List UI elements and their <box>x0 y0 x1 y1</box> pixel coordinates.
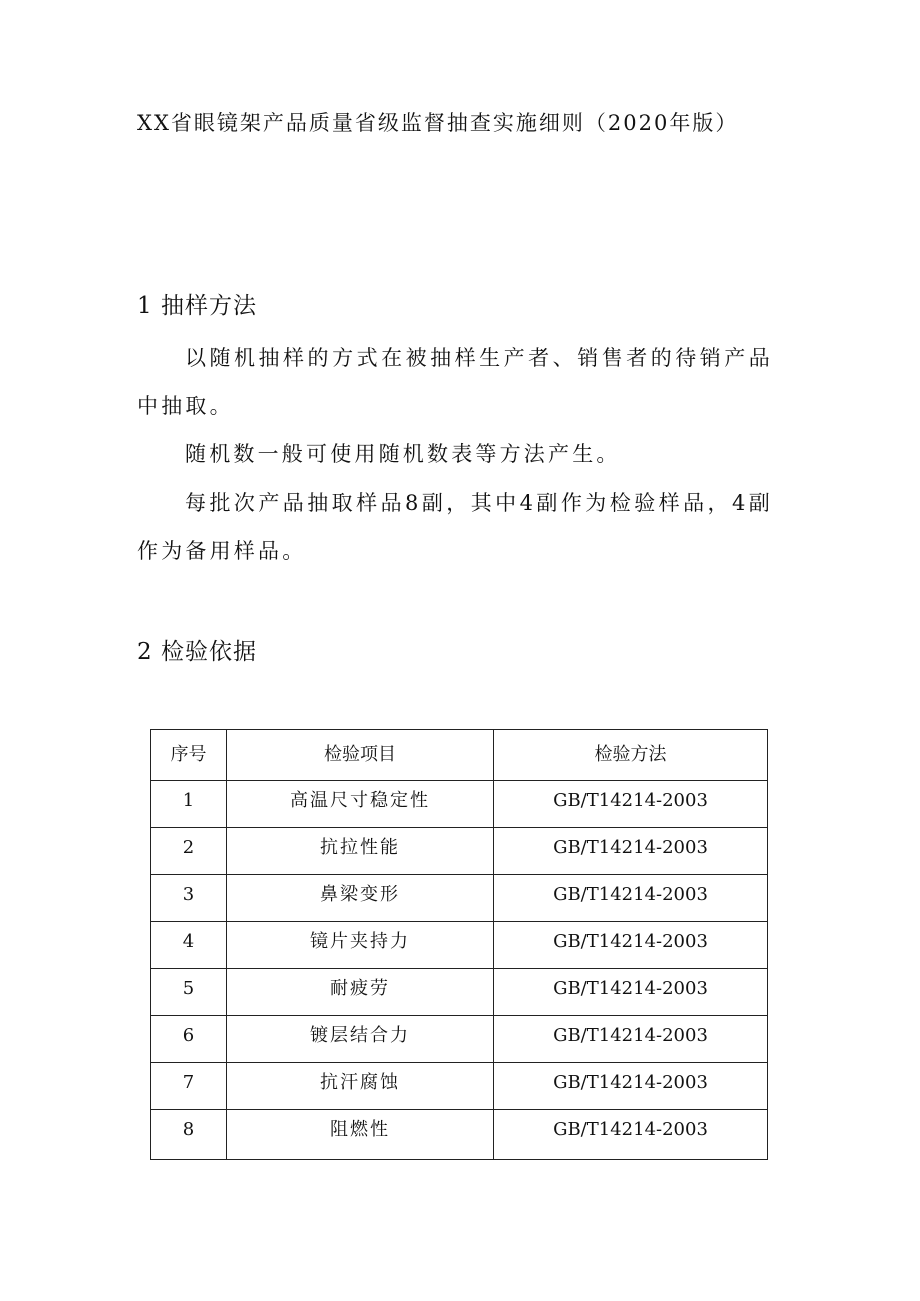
row-number: 6 <box>151 1016 227 1063</box>
row-item: 鼻梁变形 <box>227 875 494 922</box>
header-inspection-method: 检验方法 <box>494 730 768 781</box>
table-header-row <box>151 730 768 781</box>
table-row <box>151 969 768 1016</box>
table-row <box>151 1063 768 1110</box>
paragraph-sampling-method: 以随机抽样的方式在被抽样生产者、销售者的待销产品中抽取。 <box>137 346 773 418</box>
row-number: 5 <box>151 969 227 1016</box>
row-method: GB/T14214-2003 <box>494 922 768 969</box>
section-heading-basis: 2 检验依据 <box>137 639 257 665</box>
paragraph-random-number: 随机数一般可使用随机数表等方法产生。 <box>185 442 621 466</box>
table-row <box>151 922 768 969</box>
table-row <box>151 875 768 922</box>
document-title: XX省眼镜架产品质量省级监督抽查实施细则（2020年版） <box>137 111 739 135</box>
row-item: 耐疲劳 <box>227 969 494 1016</box>
row-method: GB/T14214-2003 <box>494 1110 768 1160</box>
paragraph-sample-quantity: 每批次产品抽取样品8副，其中4副作为检验样品，4副作为备用样品。 <box>137 491 773 563</box>
table-row <box>151 1016 768 1063</box>
row-item: 高温尺寸稳定性 <box>227 781 494 828</box>
row-number: 2 <box>151 828 227 875</box>
row-method: GB/T14214-2003 <box>494 1063 768 1110</box>
row-item: 镜片夹持力 <box>227 922 494 969</box>
header-serial-number: 序号 <box>151 730 227 781</box>
row-number: 7 <box>151 1063 227 1110</box>
row-item: 镀层结合力 <box>227 1016 494 1063</box>
row-method: GB/T14214-2003 <box>494 781 768 828</box>
row-method: GB/T14214-2003 <box>494 875 768 922</box>
row-method: GB/T14214-2003 <box>494 969 768 1016</box>
row-method: GB/T14214-2003 <box>494 1016 768 1063</box>
row-number: 3 <box>151 875 227 922</box>
table-row <box>151 828 768 875</box>
row-number: 4 <box>151 922 227 969</box>
row-number: 1 <box>151 781 227 828</box>
row-item: 阻燃性 <box>227 1110 494 1160</box>
inspection-table <box>150 729 768 1160</box>
row-item: 抗拉性能 <box>227 828 494 875</box>
row-number: 8 <box>151 1110 227 1160</box>
row-item: 抗汗腐蚀 <box>227 1063 494 1110</box>
section-heading-sampling: 1 抽样方法 <box>137 293 257 319</box>
row-method: GB/T14214-2003 <box>494 828 768 875</box>
table-row <box>151 781 768 828</box>
table-row <box>151 1110 768 1160</box>
header-inspection-item: 检验项目 <box>227 730 494 781</box>
